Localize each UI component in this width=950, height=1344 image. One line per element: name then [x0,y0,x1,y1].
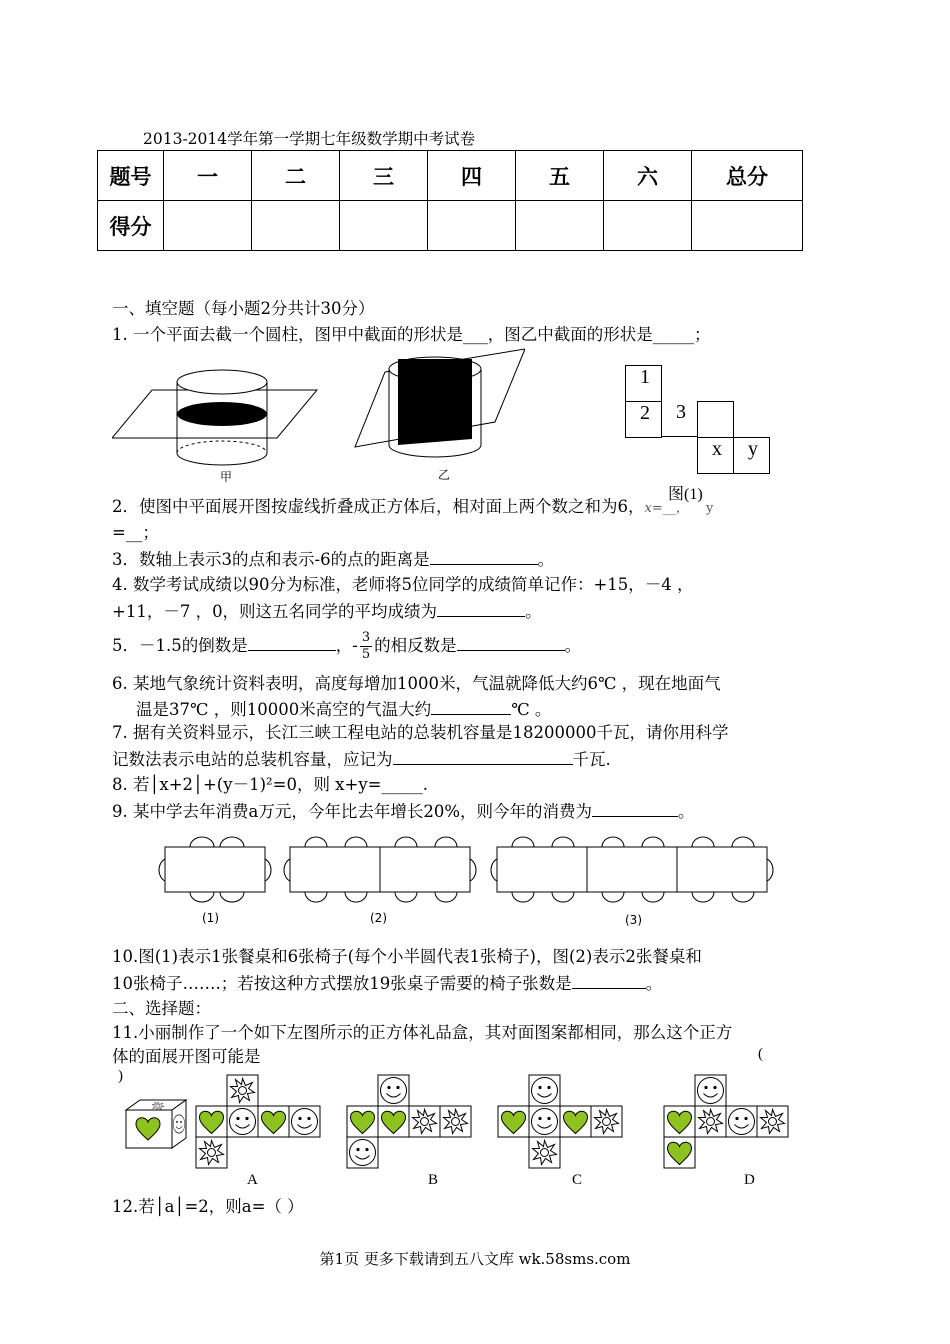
score-header-cell: 四 [428,151,516,201]
choice-d[interactable]: D [744,1172,755,1188]
table-label: (3) [625,913,642,927]
question-7: 7. 据有关资料显示，长江三峡工程电站的总装机容量是18200000千瓦，请你用科学 [112,723,729,742]
question-7-cont: 记数法表示电站的总装机容量，应记为 千瓦. [112,750,611,769]
exam-title: 2013-2014学年第一学期七年级数学期中考试卷 [143,130,476,148]
score-header-cell: 三 [340,151,428,201]
net-cell: 1 [625,365,662,402]
figure-yi-label: 乙 [438,468,451,482]
choice-b[interactable]: B [428,1172,439,1188]
score-header-cell: 六 [604,151,692,201]
net-d [664,1075,788,1168]
question-2-cont: =__； [112,523,159,542]
question-10: 10.图(1)表示1张餐桌和6张椅子(每个小半圆代表1张椅子)，图(2)表示2张餐桌和 [112,947,702,966]
question-5: 5．－1.5的倒数是 ，- $\frac{3}{5}$ 的相反数是 。 [112,630,582,662]
section1-heading: 一、填空题（每小题2分共计30分） [112,299,375,318]
table-label: (1) [202,911,219,925]
net-cell: 2 [625,401,662,438]
question-4-cont: +11，－7 ，0，则这五名同学的平均成绩为 。 [112,602,542,621]
net-cell: y [733,437,770,474]
net-caption: 图(1) [668,486,703,503]
score-header-cell: 题号 [98,151,164,201]
gift-cube [126,1100,186,1148]
question-11-cont: 体的面展开图可能是 [112,1047,261,1066]
question-6-cont: 温是37℃ ，则10000米高空的气温大约 ℃ 。 [136,700,552,719]
question-6: 6. 某地气象统计资料表明，高度每增加1000米，气温就降低大约6℃ ，现在地面气 [112,674,721,693]
section2-heading: 二、选择题： [112,999,211,1018]
question-10-cont: 10张椅子…….；若按这种方式摆放19张桌子需要的椅子张数是 。 [112,974,663,993]
choice-a[interactable]: A [247,1172,258,1188]
question-8: 8. 若│x+2│+(y－1)²=0，则 x+y=_____. [112,775,428,794]
question-11: 11.小丽制作了一个如下左图所示的正方体礼品盒，其对面图案都相同，那么这个正方 [112,1023,733,1042]
score-header-cell: 总分 [692,151,803,201]
figure-jia-label: 甲 [220,470,233,484]
score-row-label: 得分 [98,201,164,251]
score-header-cell: 二 [252,151,340,201]
net-c [498,1075,622,1168]
question-12: 12.若│a│=2，则a=（ ） [112,1197,304,1216]
score-header-cell: 一 [164,151,252,201]
net-cell: x [697,437,734,474]
question-1: 1. 一个平面去截一个圆柱，图甲中截面的形状是___，图乙中截面的形状是_____； [112,325,711,344]
answer-paren-close: ) [118,1068,123,1084]
question-3: 3．数轴上表示3的点和表示-6的点的距离是 。 [112,550,555,569]
choice-c[interactable]: C [572,1172,583,1188]
question-4: 4. 数学考试成绩以90分为标准，老师将5位同学的成绩简单记作：+15，－4 ， [112,575,694,594]
question-2: 2．使图中平面展开图按虚线折叠成正方体后，相对面上两个数之和为6，x=__， y [112,497,714,516]
fraction-3-5: $\frac{3}{5}$ [361,630,371,662]
net-cell: 3 [661,401,698,437]
question-9: 9. 某中学去年消费a万元，今年比去年增长20%，则今年的消费为 。 [112,802,695,821]
answer-paren-open: ( [758,1046,763,1062]
net-b [347,1075,471,1168]
page-footer: 第1页 更多下载请到五八文库 wk.58sms.com [319,1250,631,1268]
net-a [196,1075,320,1168]
score-header-cell: 五 [516,151,604,201]
table-label: (2) [370,911,387,925]
